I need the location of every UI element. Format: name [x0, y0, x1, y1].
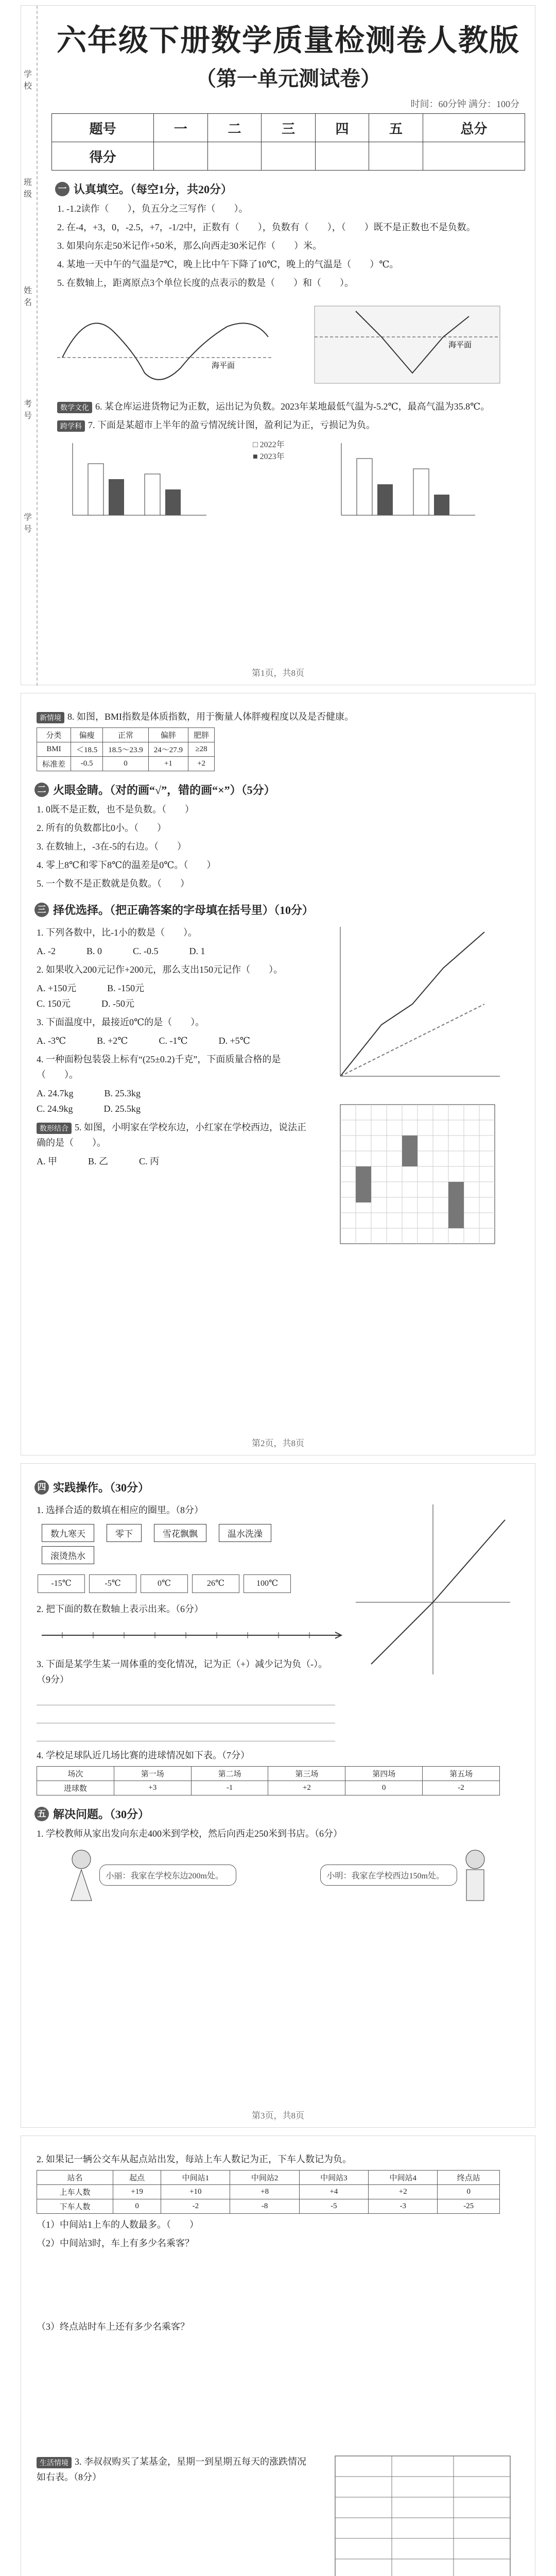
bar	[88, 464, 103, 515]
choice-2: 2. 如果收入200元记作+200元，那么支出150元记作（ ）。	[37, 964, 283, 975]
option: D. -50元	[101, 998, 135, 1009]
option: B. 25.3kg	[104, 1088, 141, 1098]
score-cell[interactable]	[154, 142, 208, 171]
phrase-pill: 零下	[107, 1524, 142, 1542]
side-label-student-number: 学号	[23, 513, 32, 534]
bmi-cell: 标准差	[37, 757, 71, 771]
choice-4: 4. 一种面粉包装袋上标有“(25±0.2)千克”，下面质量合格的是（ ）。	[37, 1054, 281, 1080]
bus-cell: -25	[438, 2199, 500, 2214]
side-label-name: 姓名	[23, 286, 32, 307]
number-badge-icon: 二	[34, 783, 49, 797]
page-title: 六年级下册数学质量检测卷人教版	[56, 24, 520, 57]
practice-3: 3. 下面是某学生某一周体重的变化情况，记为正（+）减少记为负（-）。（9分）	[37, 1659, 328, 1685]
girl-icon	[63, 1846, 99, 1903]
section-5-heading	[34, 1806, 522, 1822]
girl-speech-bubble: 小丽：我家在学校东边200m处。	[99, 1865, 236, 1886]
bus-cell: 0	[438, 2185, 500, 2199]
bmi-cell: 24～27.9	[148, 742, 188, 757]
bar	[165, 489, 181, 515]
bar	[145, 474, 160, 515]
goals-header: 第二场	[191, 1767, 268, 1781]
question-5: 5. 在数轴上，距离原点3个单位长度的点表示的数是（ ）和（ ）。	[57, 278, 354, 288]
option: C. 丙	[139, 1156, 160, 1166]
sea-level-label-1: 海平面	[212, 362, 235, 370]
option: B. +2℃	[97, 1036, 128, 1046]
goals-header: 第五场	[423, 1767, 500, 1781]
question-1: 1. -1.2读作（ ），负五分之三写作（ ）。	[57, 204, 248, 214]
score-header: 二	[207, 114, 262, 142]
goals-table	[37, 1766, 500, 1795]
bar-chart-a	[57, 438, 212, 526]
answer-line[interactable]	[37, 1708, 335, 1723]
grid-bar-figure	[330, 1099, 505, 1254]
question-8	[37, 709, 519, 724]
side-label-class: 班级	[23, 178, 32, 199]
temperature-box: -15℃	[38, 1574, 85, 1593]
phrase-pill: 数九寒天	[42, 1524, 94, 1542]
judge-4: 4. 零上8℃和零下8℃的温差是0℃。（ ）	[37, 860, 216, 870]
goals-header: 场次	[37, 1767, 114, 1781]
temperature-boxes	[37, 1573, 335, 1594]
line-graph-figure	[330, 922, 505, 1087]
bus-header: 起点	[113, 2171, 161, 2185]
score-header: 总分	[423, 114, 525, 142]
bus-cell: 0	[113, 2199, 161, 2214]
bus-cell: +4	[299, 2185, 368, 2199]
score-header: 一	[154, 114, 208, 142]
question-3: 3. 如果向东走50米记作+50米，那么向西走30米记作（ ）米。	[57, 241, 322, 251]
answer-line[interactable]	[37, 1690, 335, 1705]
solve-2-part-1: （1）中间站1上车的人数最多。（ ）	[37, 2219, 199, 2230]
bus-header: 终点站	[438, 2171, 500, 2185]
option: B. 0	[86, 946, 102, 956]
score-table	[51, 113, 525, 171]
practice-4: 4. 学校足球队近几场比赛的进球情况如下表。（7分）	[37, 1750, 250, 1760]
section-4-heading	[34, 1479, 522, 1495]
number-line	[37, 1620, 345, 1651]
bus-cell: +2	[369, 2185, 438, 2199]
choice-5-options	[37, 1154, 315, 1169]
bmi-header: 偏瘦	[71, 728, 103, 742]
option: C. -1℃	[159, 1036, 188, 1046]
tag-life-context: 生活情境	[37, 2457, 72, 2468]
bus-cell: -8	[230, 2199, 299, 2214]
fund-table-figure	[330, 2451, 515, 2576]
bmi-cell: 0	[103, 757, 149, 771]
number-badge-icon: 三	[34, 903, 49, 917]
bmi-header: 分类	[37, 728, 71, 742]
number-badge-icon: 一	[55, 182, 70, 196]
choice-1-options	[37, 943, 315, 959]
score-header: 三	[262, 114, 316, 142]
option: D. 1	[189, 946, 205, 956]
bus-cell: +10	[161, 2185, 230, 2199]
section-5-title: 解决问题。（30分）	[53, 1808, 150, 1821]
legend-2022: □ 2022年	[253, 440, 285, 449]
section-2-heading	[34, 782, 522, 798]
choice-3-options	[37, 1033, 315, 1048]
option: A. -3℃	[37, 1036, 66, 1046]
bar	[109, 479, 124, 515]
choice-5	[37, 1120, 315, 1150]
judge-3: 3. 在数轴上，-3在-5的右边。（ ）	[37, 841, 186, 852]
tag-interdisciplinary: 跨学科	[57, 420, 85, 432]
answer-line[interactable]	[37, 1726, 335, 1741]
bar	[402, 1136, 418, 1166]
phrase-pills	[37, 1522, 335, 1566]
bus-cell: -2	[161, 2199, 230, 2214]
page-2	[21, 693, 535, 1455]
score-header: 题号	[52, 114, 154, 142]
judge-1: 1. 0既不是正数，也不是负数。（ ）	[37, 804, 194, 815]
option: D. 25.5kg	[103, 1104, 141, 1114]
question-6	[57, 399, 519, 414]
cut-line	[37, 6, 38, 686]
score-row-label: 得分	[52, 142, 154, 171]
bus-header: 中间站4	[369, 2171, 438, 2185]
goals-header: 第三场	[268, 1767, 345, 1781]
bmi-cell: +1	[148, 757, 188, 771]
bmi-cell: 18.5～23.9	[103, 742, 149, 757]
section-1-title: 认真填空。（每空1分，共20分）	[74, 183, 233, 196]
sea-level-figure-1	[57, 296, 273, 394]
page-3	[21, 1463, 535, 2128]
bar	[413, 469, 429, 515]
score-header: 四	[315, 114, 369, 142]
bmi-cell: ＜18.5	[71, 742, 103, 757]
section-2-title: 火眼金睛。（对的画“√”，错的画“×”）（5分）	[53, 784, 275, 796]
side-label-exam-number: 考号	[23, 400, 32, 420]
bus-cell: +19	[113, 2185, 161, 2199]
phrase-pill: 雪花飘飘	[154, 1524, 206, 1542]
bmi-header: 肥胖	[188, 728, 215, 742]
bmi-cell: -0.5	[71, 757, 103, 771]
goals-cell: -1	[191, 1781, 268, 1795]
tag-math-culture: 数学文化	[57, 402, 92, 413]
page-1	[21, 5, 535, 685]
bmi-header: 正常	[103, 728, 149, 742]
option: B. 乙	[88, 1156, 109, 1166]
section-1-heading	[55, 181, 522, 197]
tag-number-shape: 数形结合	[37, 1123, 72, 1134]
bus-cell: -5	[299, 2199, 368, 2214]
question-4: 4. 某地一天中午的气温是7℃，晚上比中午下降了10℃，晚上的气温是（ ）℃。	[57, 259, 399, 269]
practice-2: 2. 把下面的数在数轴上表示出来。（6分）	[37, 1604, 203, 1614]
practice-1: 1. 选择合适的数填在相应的圈里。（8分）	[37, 1505, 203, 1515]
legend-2023: ■ 2023年	[253, 452, 285, 461]
temperature-box: 26℃	[192, 1574, 239, 1593]
choice-4-options	[37, 1086, 315, 1116]
question-8-text: 8. 如图，BMI指数是体质指数，用于衡量人体胖瘦程度以及是否健康。	[67, 711, 354, 722]
temperature-box: -5℃	[89, 1574, 136, 1593]
score-cell[interactable]	[262, 142, 316, 171]
score-header: 五	[369, 114, 423, 142]
choice-2-options	[37, 980, 315, 1011]
bmi-cell: BMI	[37, 742, 71, 757]
tag-new-context: 新情境	[37, 712, 64, 723]
option: A. -2	[37, 946, 56, 956]
boy-icon	[457, 1846, 493, 1903]
choice-3: 3. 下面温度中，最接近0℃的是（ ）。	[37, 1017, 205, 1027]
section-4-title: 实践操作。（30分）	[53, 1481, 150, 1494]
side-label-school: 学校	[23, 70, 32, 91]
bus-cell: -3	[369, 2199, 438, 2214]
score-cell[interactable]	[369, 142, 423, 171]
solve-3-text: 3. 李叔叔购买了某基金，星期一到星期五每天的涨跌情况如右表。（8分）	[37, 2456, 306, 2482]
option: B. -150元	[107, 983, 145, 993]
question-6-text: 6. 某仓库运进货物记为正数，运出记为负数。2023年某地最低气温为-5.2℃，最高气温为35.8℃。	[95, 401, 490, 412]
goals-cell: 进球数	[37, 1781, 114, 1795]
phrase-pill: 滚烫热水	[42, 1546, 94, 1564]
page-subtitle: （第一单元测试卷）	[196, 67, 381, 90]
bus-cell: 上车人数	[37, 2185, 113, 2199]
bus-header: 中间站1	[161, 2171, 230, 2185]
option: A. +150元	[37, 983, 77, 993]
page-4	[21, 2136, 535, 2576]
score-cell[interactable]	[423, 142, 525, 171]
bmi-cell: ≥28	[188, 742, 215, 757]
bar-chart-b	[326, 438, 480, 526]
bar	[377, 484, 393, 515]
bmi-cell: +2	[188, 757, 215, 771]
goals-cell: +2	[268, 1781, 345, 1795]
bmi-table	[37, 727, 215, 771]
solve-2: 2. 如果记一辆公交车从起点站出发，每站上车人数记为正，下车人数记为负。	[37, 2154, 352, 2164]
bar	[434, 495, 449, 515]
solve-2-part-3: （3）终点站时车上还有多少名乘客？	[37, 2321, 189, 2332]
choice-5-text: 5. 如图，小明家在学校东边，小红家在学校西边，说法正确的是（ ）。	[37, 1122, 306, 1148]
section-3-title: 择优选择。（把正确答案的字母填在括号里）（10分）	[53, 904, 314, 917]
temperature-box: 0℃	[141, 1574, 188, 1593]
judge-2: 2. 所有的负数都比0小。（ ）	[37, 823, 166, 833]
exam-meta: 时间：60分钟 满分：100分	[410, 99, 519, 109]
bus-cell: 下车人数	[37, 2199, 113, 2214]
goals-cell: 0	[345, 1781, 423, 1795]
solve-1: 1. 学校教师从家出发向东走400米到学校，然后向西走250米到书店。（6分）	[37, 1828, 342, 1839]
option: C. -0.5	[133, 946, 159, 956]
goals-cell: -2	[423, 1781, 500, 1795]
option: A. 24.7kg	[37, 1088, 74, 1098]
temperature-box: 100℃	[244, 1574, 291, 1593]
goals-header: 第一场	[114, 1767, 191, 1781]
phrase-pill: 温水洗澡	[219, 1524, 271, 1542]
solve-3	[37, 2454, 315, 2485]
bar	[448, 1182, 464, 1228]
choice-1: 1. 下列各数中，比-1小的数是（ ）。	[37, 927, 197, 938]
option: A. 甲	[37, 1156, 57, 1166]
bar	[356, 1166, 371, 1202]
bar	[357, 459, 372, 515]
goals-cell: +3	[114, 1781, 191, 1795]
question-7	[57, 417, 519, 433]
solve-2-part-2: （2）中间站3时，车上有多少名乘客？	[37, 2238, 194, 2248]
score-cell[interactable]	[315, 142, 369, 171]
axis-figure	[351, 1499, 515, 1685]
question-7-text: 7. 下面是某超市上半年的盈亏情况统计图，盈利记为正，亏损记为负。	[88, 420, 375, 430]
page-footer: 第1页，共8页	[252, 668, 304, 678]
judge-5: 5. 一个数不是正数就是负数。（ ）	[37, 878, 189, 889]
section-3-heading	[34, 902, 522, 918]
bmi-header: 偏胖	[148, 728, 188, 742]
option: C. 24.9kg	[37, 1104, 73, 1114]
score-cell[interactable]	[207, 142, 262, 171]
bus-header: 站名	[37, 2171, 113, 2185]
page-footer: 第3页，共8页	[252, 2111, 304, 2121]
bus-header: 中间站2	[230, 2171, 299, 2185]
bus-header: 中间站3	[299, 2171, 368, 2185]
sea-level-figure-2	[294, 296, 510, 394]
bus-table	[37, 2170, 500, 2214]
page-footer: 第2页，共8页	[252, 1438, 304, 1448]
number-badge-icon: 五	[34, 1807, 49, 1821]
goals-header: 第四场	[345, 1767, 423, 1781]
boy-speech-bubble: 小明：我家在学校西边150m处。	[320, 1865, 457, 1886]
number-badge-icon: 四	[34, 1480, 49, 1495]
sea-level-label-2: 海平面	[448, 341, 472, 349]
question-2: 2. 在-4，+3，0，-2.5，+7，-1/2中，正数有（ ），负数有（ ），（ ）既不是正数也不是负数。	[57, 222, 476, 232]
option: C. 150元	[37, 998, 71, 1009]
option: D. +5℃	[218, 1036, 250, 1046]
bus-cell: +8	[230, 2185, 299, 2199]
